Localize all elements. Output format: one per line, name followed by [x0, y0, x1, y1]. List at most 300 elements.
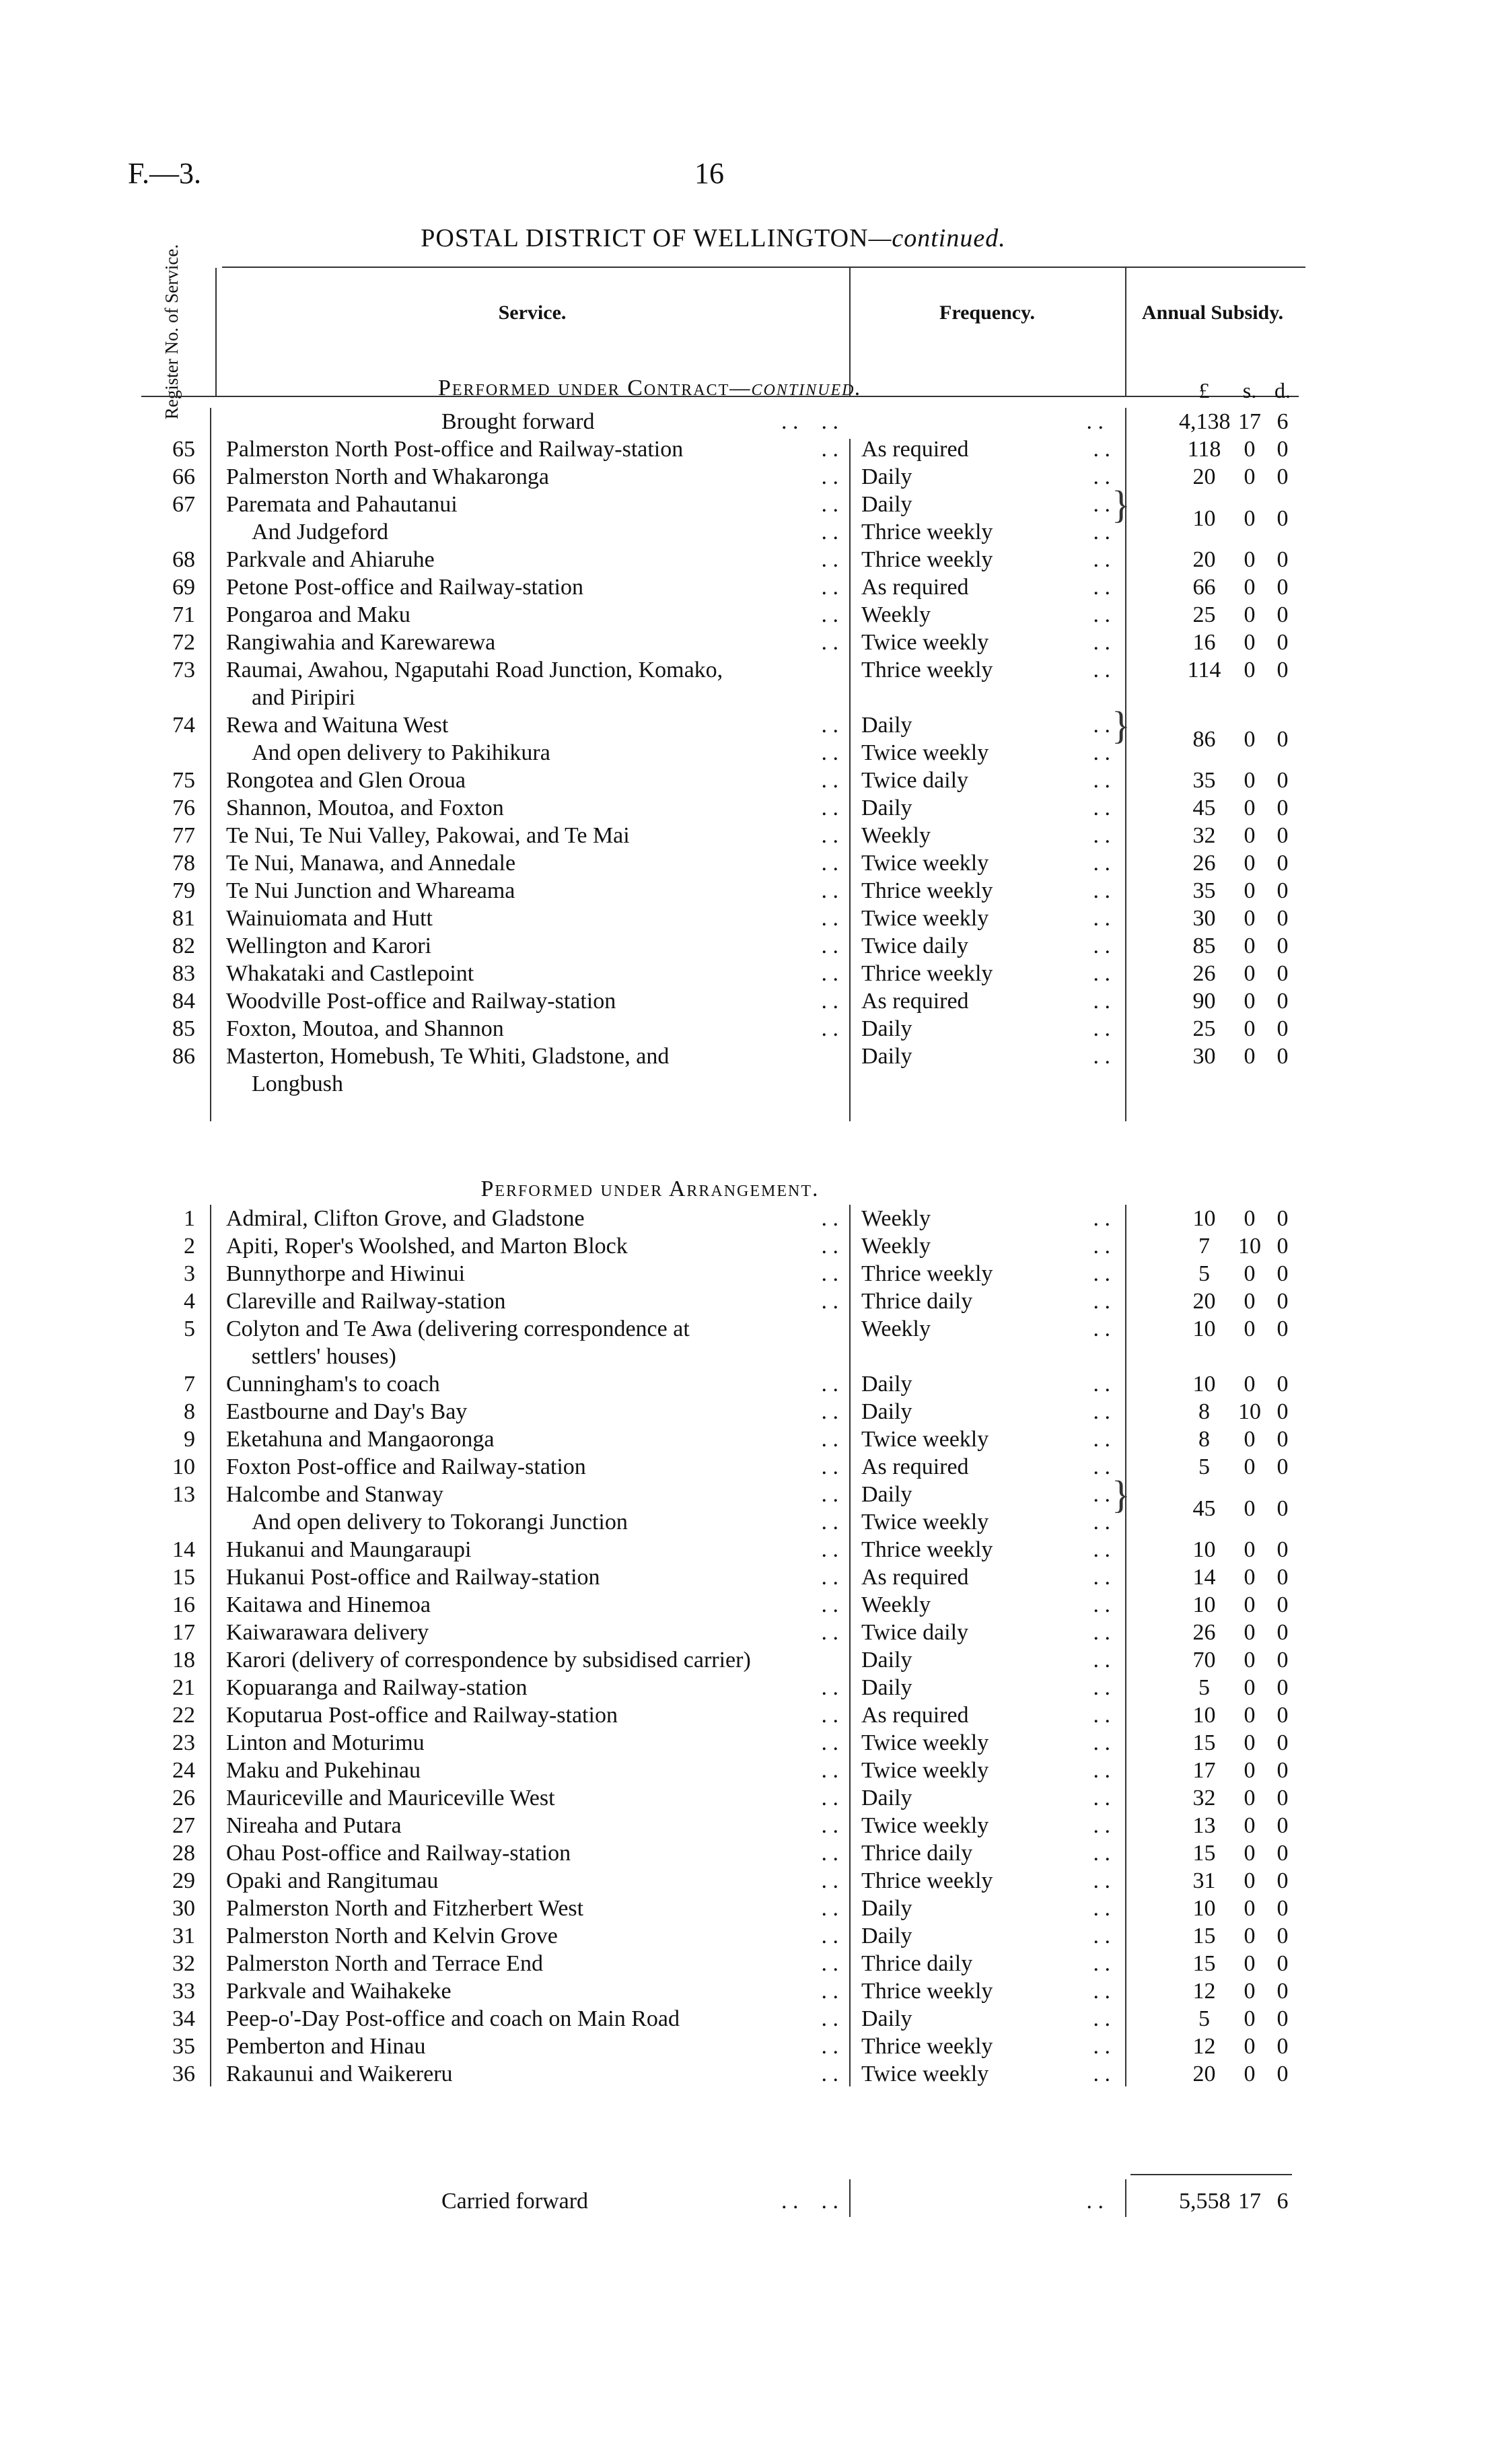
- leader-dots: . .: [821, 934, 838, 958]
- header-rule-3: [1125, 268, 1126, 396]
- service-name: Halcombe and Stanway: [226, 1482, 443, 1507]
- body-rule-4: [210, 1205, 211, 2086]
- service-name: Bunnythorpe and Hiwinui: [226, 1261, 466, 1286]
- leader-dots: . .: [1093, 1924, 1110, 1948]
- register-number: 9: [184, 1427, 195, 1452]
- subsidy-pence: 0: [1277, 1399, 1289, 1424]
- service-name: Palmerston North Post-office and Railway-station: [226, 437, 684, 462]
- leader-dots: . .: [821, 1372, 838, 1397]
- subsidy-pence: 0: [1277, 961, 1289, 986]
- service-name: Parkvale and Ahiaruhe: [226, 547, 435, 572]
- subsidy-pounds: 5: [1198, 2006, 1210, 2031]
- subsidy-shillings: 0: [1244, 1648, 1256, 1673]
- service-name: Maku and Pukehinau: [226, 1758, 421, 1783]
- leader-dots: . .: [821, 1703, 838, 1728]
- leader-dots: . .: [821, 2062, 838, 2086]
- total-rule: [1130, 2174, 1292, 2175]
- leader-dots: . .: [821, 1427, 838, 1452]
- subsidy-pounds: 45: [1192, 796, 1216, 820]
- subsidy-pounds: 114: [1187, 658, 1221, 682]
- leader-dots: . .: [821, 1510, 838, 1535]
- frequency: Daily: [861, 1399, 912, 1424]
- service-name: Palmerston North and Whakaronga: [226, 464, 549, 489]
- frequency-second: Thrice weekly: [861, 520, 993, 544]
- register-number: 31: [172, 1924, 195, 1948]
- subsidy-pounds: 10: [1192, 1206, 1216, 1231]
- leader-dots: . .: [821, 989, 838, 1014]
- register-number: 17: [172, 1620, 195, 1645]
- service-name: Linton and Moturimu: [226, 1730, 425, 1755]
- section-contract-heading: [226, 376, 1074, 401]
- leader-dots: . .: [821, 961, 838, 986]
- frequency: As required: [861, 575, 969, 600]
- subsidy-pounds: 10: [1192, 1372, 1216, 1397]
- register-number: 21: [172, 1675, 195, 1700]
- subsidy-pence: 0: [1277, 1592, 1289, 1617]
- subsidy-shillings: 0: [1244, 2062, 1256, 2086]
- subsidy-pence: 0: [1277, 1813, 1289, 1838]
- frequency: Daily: [861, 1786, 912, 1810]
- leader-dots: . .: [821, 906, 838, 931]
- subsidy-pounds: 15: [1192, 1841, 1216, 1866]
- register-number: 5: [184, 1316, 195, 1341]
- title-main: POSTAL DISTRICT OF WELLINGTON: [421, 224, 869, 252]
- subsidy-pence: 0: [1277, 437, 1289, 462]
- register-number: 1: [184, 1206, 195, 1231]
- frequency: Weekly: [861, 1316, 931, 1341]
- leader-dots: . .: [821, 1924, 838, 1948]
- register-number: 83: [172, 961, 195, 986]
- register-number: 68: [172, 547, 195, 572]
- register-number: 67: [172, 492, 195, 517]
- subsidy-shillings: 0: [1244, 1261, 1256, 1286]
- frequency-column-header: Frequency.: [939, 302, 1035, 324]
- subsidy-pence: 0: [1277, 727, 1289, 752]
- service-name: Pongaroa and Maku: [226, 602, 410, 627]
- frequency: Twice daily: [861, 934, 969, 958]
- subsidy-pence: 0: [1277, 1454, 1289, 1479]
- leader-dots: . .: [821, 1537, 838, 1562]
- subsidy-shillings: 0: [1244, 506, 1256, 531]
- frequency: Thrice daily: [861, 1951, 973, 1976]
- leader-dots: . .: [1093, 1730, 1110, 1755]
- subsidy-pence: 0: [1277, 934, 1289, 958]
- leader-dots: . .: [821, 1786, 838, 1810]
- subsidy-shillings: 10: [1238, 1399, 1261, 1424]
- subsidy-pence: 0: [1277, 1234, 1289, 1259]
- leader-dots: . .: [1093, 1703, 1110, 1728]
- subsidy-pence: 0: [1277, 1786, 1289, 1810]
- register-number: 86: [172, 1044, 195, 1069]
- frequency: Weekly: [861, 1234, 931, 1259]
- service-name: Colyton and Te Awa (delivering correspondence at: [226, 1316, 690, 1341]
- service-column-header: Service.: [498, 302, 567, 324]
- leader-dots: . . . .: [781, 2189, 838, 2214]
- shillings-unit: s.: [1242, 378, 1257, 402]
- leader-dots: . .: [821, 602, 838, 627]
- leader-dots: . .: [821, 1482, 838, 1507]
- subsidy-shillings: 0: [1244, 989, 1256, 1014]
- register-number: 33: [172, 1979, 195, 2004]
- subsidy-pounds: 32: [1192, 1786, 1216, 1810]
- subsidy-pounds: 10: [1192, 1537, 1216, 1562]
- leader-dots: . .: [1093, 740, 1110, 765]
- frequency: Weekly: [861, 823, 931, 848]
- leader-dots: . .: [1093, 464, 1110, 489]
- leader-dots: . .: [821, 1592, 838, 1617]
- register-number: 76: [172, 796, 195, 820]
- leader-dots: . .: [821, 1813, 838, 1838]
- subsidy-pence: 0: [1277, 506, 1289, 531]
- subsidy-shillings: 0: [1244, 1592, 1256, 1617]
- subsidy-pence: 0: [1277, 1289, 1289, 1314]
- leader-dots: . .: [821, 1730, 838, 1755]
- leader-dots: . .: [1093, 768, 1110, 793]
- register-number: 18: [172, 1648, 195, 1673]
- frequency: Daily: [861, 1924, 912, 1948]
- leader-dots: . .: [821, 1758, 838, 1783]
- subsidy-pounds: 25: [1192, 602, 1216, 627]
- service-name: Clareville and Railway-station: [226, 1289, 506, 1314]
- frequency: As required: [861, 1565, 969, 1590]
- subsidy-shillings: 0: [1244, 1044, 1256, 1069]
- table-top-rule: [222, 267, 1305, 268]
- subsidy-pence: 0: [1277, 1206, 1289, 1231]
- title-continued: —continued.: [868, 224, 1006, 252]
- subsidy-shillings: 0: [1244, 934, 1256, 958]
- leader-dots: . .: [1093, 1620, 1110, 1645]
- leader-dots: . .: [1093, 1868, 1110, 1893]
- frequency: Daily: [861, 492, 912, 517]
- frequency: Daily: [861, 1482, 912, 1507]
- leader-dots: . .: [1093, 934, 1110, 958]
- frequency: Thrice daily: [861, 1841, 973, 1866]
- leader-dots: . .: [821, 1454, 838, 1479]
- leader-dots: . .: [1093, 1044, 1110, 1069]
- service-name: Petone Post-office and Railway-station: [226, 575, 583, 600]
- pence-unit: d.: [1274, 378, 1291, 402]
- frequency: Weekly: [861, 1592, 931, 1617]
- subsidy-shillings: 0: [1244, 658, 1256, 682]
- subsidy-pounds: 32: [1192, 823, 1216, 848]
- frequency: Thrice weekly: [861, 878, 993, 903]
- register-number: 8: [184, 1399, 195, 1424]
- leader-dots: . .: [1093, 1979, 1110, 2004]
- carried-forward-label: Carried forward: [441, 2189, 589, 2214]
- subsidy-pounds: 8: [1198, 1399, 1210, 1424]
- subsidy-shillings: 0: [1244, 1703, 1256, 1728]
- subsidy-pence: 0: [1277, 1496, 1289, 1521]
- document-reference: F.—3.: [128, 157, 201, 190]
- subsidy-pence: 0: [1277, 989, 1289, 1014]
- leader-dots: . .: [1093, 961, 1110, 986]
- subsidy-shillings: 0: [1244, 823, 1256, 848]
- frequency: As required: [861, 1703, 969, 1728]
- subsidy-shillings: 0: [1244, 906, 1256, 931]
- subsidy-pounds: 30: [1192, 1044, 1216, 1069]
- service-name: Rewa and Waituna West: [226, 713, 449, 738]
- service-name: Palmerston North and Fitzherbert West: [226, 1896, 584, 1921]
- subsidy-shillings: 0: [1244, 1289, 1256, 1314]
- frequency: As required: [861, 1454, 969, 1479]
- subsidy-pence: 0: [1277, 2034, 1289, 2059]
- leader-dots: . .: [821, 823, 838, 848]
- leader-dots: . .: [1093, 1372, 1110, 1397]
- frequency: As required: [861, 437, 969, 462]
- frequency: Thrice weekly: [861, 961, 993, 986]
- leader-dots: . .: [1093, 1427, 1110, 1452]
- register-number: 26: [172, 1786, 195, 1810]
- subsidy-pounds: 70: [1192, 1648, 1216, 1673]
- footer-rule-2: [1125, 2179, 1126, 2217]
- subsidy-shillings: 0: [1244, 1758, 1256, 1783]
- leader-dots: . .: [821, 1951, 838, 1976]
- subsidy-pounds: 20: [1192, 1289, 1216, 1314]
- subsidy-pounds: 17: [1192, 1758, 1216, 1783]
- leader-dots: . .: [1093, 1234, 1110, 1259]
- register-header-text: Register No. of Service.: [161, 244, 182, 420]
- register-number: 13: [172, 1482, 195, 1507]
- subsidy-shillings: 0: [1244, 1454, 1256, 1479]
- subsidy-pounds: 5: [1198, 1675, 1210, 1700]
- register-number: 22: [172, 1703, 195, 1728]
- frequency: Twice weekly: [861, 630, 989, 655]
- subsidy-shillings: 10: [1238, 1234, 1261, 1259]
- subsidy-pounds: 5: [1198, 1261, 1210, 1286]
- leader-dots: . .: [821, 630, 838, 655]
- subsidy-shillings: 0: [1244, 547, 1256, 572]
- subsidy-shillings: 0: [1244, 575, 1256, 600]
- subsidy-pounds: 20: [1192, 2062, 1216, 2086]
- subsidy-pounds: 12: [1192, 1979, 1216, 2004]
- service-name: Wellington and Karori: [226, 934, 432, 958]
- subsidy-pence: 0: [1277, 1924, 1289, 1948]
- subsidy-pounds: 90: [1192, 989, 1216, 1014]
- leader-dots: . .: [1093, 1841, 1110, 1866]
- subsidy-pounds: 15: [1192, 1924, 1216, 1948]
- subsidy-pounds: 10: [1192, 1896, 1216, 1921]
- subsidy-pence: 0: [1277, 1703, 1289, 1728]
- leader-dots: . .: [1093, 989, 1110, 1014]
- brought-forward-shillings: 17: [1238, 409, 1261, 434]
- subsidy-shillings: 0: [1244, 630, 1256, 655]
- register-number: 14: [172, 1537, 195, 1562]
- brought-forward-pence: 6: [1277, 409, 1289, 434]
- frequency: Daily: [861, 1675, 912, 1700]
- subsidy-column-header: Annual Subsidy.: [1141, 302, 1284, 324]
- subsidy-shillings: 0: [1244, 1206, 1256, 1231]
- register-number: 82: [172, 934, 195, 958]
- register-number: 34: [172, 2006, 195, 2031]
- subsidy-shillings: 0: [1244, 1496, 1256, 1521]
- leader-dots: . .: [821, 1675, 838, 1700]
- subsidy-shillings: 0: [1244, 796, 1256, 820]
- subsidy-pounds: 10: [1192, 1316, 1216, 1341]
- body-rule-1: [210, 408, 211, 1121]
- frequency: Twice weekly: [861, 906, 989, 931]
- brace-icon: }: [1112, 703, 1130, 747]
- subsidy-pence: 0: [1277, 906, 1289, 931]
- subsidy-pence: 0: [1277, 1675, 1289, 1700]
- body-rule-6: [1125, 1205, 1126, 2086]
- register-number: 32: [172, 1951, 195, 1976]
- subsidy-pence: 0: [1277, 658, 1289, 682]
- leader-dots: . .: [821, 713, 838, 738]
- leader-dots: . .: [821, 1016, 838, 1041]
- subsidy-pounds: 20: [1192, 464, 1216, 489]
- register-number: 71: [172, 602, 195, 627]
- subsidy-pounds: 26: [1192, 1620, 1216, 1645]
- subsidy-pence: 0: [1277, 1730, 1289, 1755]
- leader-dots: . .: [821, 1979, 838, 2004]
- subsidy-pence: 0: [1277, 768, 1289, 793]
- carried-forward-shillings: 17: [1238, 2189, 1261, 2214]
- service-name: Rongotea and Glen Oroua: [226, 768, 466, 793]
- subsidy-shillings: 0: [1244, 1979, 1256, 2004]
- subsidy-pounds: 10: [1192, 1703, 1216, 1728]
- frequency: Thrice weekly: [861, 1868, 993, 1893]
- register-number: 81: [172, 906, 195, 931]
- subsidy-pounds: 7: [1198, 1234, 1210, 1259]
- service-name: Hukanui and Maungaraupi: [226, 1537, 472, 1562]
- frequency: Weekly: [861, 1206, 931, 1231]
- service-name: Foxton, Moutoa, and Shannon: [226, 1016, 504, 1041]
- service-name: Rakaunui and Waikereru: [226, 2062, 453, 2086]
- subsidy-shillings: 0: [1244, 1537, 1256, 1562]
- leader-dots: . .: [1093, 1786, 1110, 1810]
- frequency: Daily: [861, 1372, 912, 1397]
- subsidy-shillings: 0: [1244, 464, 1256, 489]
- register-number: 35: [172, 2034, 195, 2059]
- subsidy-pounds: 45: [1192, 1496, 1216, 1521]
- body-rule-3: [1125, 408, 1126, 1121]
- subsidy-pence: 0: [1277, 547, 1289, 572]
- subsidy-pounds: 15: [1192, 1951, 1216, 1976]
- leader-dots: . .: [1093, 1261, 1110, 1286]
- subsidy-pence: 0: [1277, 1565, 1289, 1590]
- frequency: Thrice weekly: [861, 1261, 993, 1286]
- subsidy-shillings: 0: [1244, 1565, 1256, 1590]
- register-number: 79: [172, 878, 195, 903]
- service-name: Pemberton and Hinau: [226, 2034, 426, 2059]
- leader-dots: . .: [1093, 492, 1110, 517]
- subsidy-pence: 0: [1277, 1979, 1289, 2004]
- register-number: 2: [184, 1234, 195, 1259]
- service-name: Apiti, Roper's Woolshed, and Marton Block: [226, 1234, 628, 1259]
- frequency: Daily: [861, 464, 912, 489]
- leader-dots: . .: [1093, 2062, 1110, 2086]
- service-name-continuation: And open delivery to Pakihikura: [252, 740, 550, 765]
- frequency: Daily: [861, 1896, 912, 1921]
- subsidy-pounds: 118: [1187, 437, 1221, 462]
- leader-dots: . .: [821, 1868, 838, 1893]
- register-number: 28: [172, 1841, 195, 1866]
- leader-dots: . .: [821, 547, 838, 572]
- frequency: Twice weekly: [861, 2062, 989, 2086]
- service-name: Te Nui, Te Nui Valley, Pakowai, and Te Mai: [226, 823, 630, 848]
- subsidy-shillings: 0: [1244, 1813, 1256, 1838]
- subsidy-shillings: 0: [1244, 1896, 1256, 1921]
- section-contract-title: Performed under Contract: [437, 376, 730, 400]
- leader-dots: . .: [1093, 437, 1110, 462]
- subsidy-pence: 0: [1277, 1868, 1289, 1893]
- leader-dots: . .: [821, 1261, 838, 1286]
- leader-dots: . .: [1093, 575, 1110, 600]
- subsidy-shillings: 0: [1244, 437, 1256, 462]
- register-number: 4: [184, 1289, 195, 1314]
- section-contract-continued: —continued.: [729, 376, 863, 400]
- leader-dots: . .: [1093, 713, 1110, 738]
- service-name: Whakataki and Castlepoint: [226, 961, 474, 986]
- register-number: 66: [172, 464, 195, 489]
- frequency: Thrice weekly: [861, 547, 993, 572]
- subsidy-pounds: 66: [1192, 575, 1216, 600]
- leader-dots: . .: [1093, 602, 1110, 627]
- subsidy-shillings: 0: [1244, 1427, 1256, 1452]
- service-name: Hukanui Post-office and Railway-station: [226, 1565, 600, 1590]
- leader-dots: . .: [1093, 1016, 1110, 1041]
- leader-dots: . .: [821, 740, 838, 765]
- register-column-header: [128, 244, 215, 420]
- register-number: 74: [172, 713, 195, 738]
- leader-dots: . .: [1093, 1813, 1110, 1838]
- leader-dots: . .: [821, 464, 838, 489]
- service-name-continuation: settlers' houses): [252, 1344, 396, 1369]
- subsidy-pence: 0: [1277, 1896, 1289, 1921]
- service-name: Foxton Post-office and Railway-station: [226, 1454, 586, 1479]
- service-name: Parkvale and Waihakeke: [226, 1979, 452, 2004]
- service-name: Koputarua Post-office and Railway-station: [226, 1703, 618, 1728]
- subsidy-pence: 0: [1277, 1758, 1289, 1783]
- service-name: Kaitawa and Hinemoa: [226, 1592, 431, 1617]
- register-number: 84: [172, 989, 195, 1014]
- subsidy-pence: 0: [1277, 851, 1289, 876]
- subsidy-shillings: 0: [1244, 851, 1256, 876]
- service-name: Opaki and Rangitumau: [226, 1868, 439, 1893]
- leader-dots: . .: [821, 878, 838, 903]
- subsidy-pounds: 16: [1192, 630, 1216, 655]
- subsidy-pounds: 15: [1192, 1730, 1216, 1755]
- leader-dots: . .: [1093, 1951, 1110, 1976]
- subsidy-pence: 0: [1277, 630, 1289, 655]
- frequency: Twice weekly: [861, 1758, 989, 1783]
- service-name-continuation: And open delivery to Tokorangi Junction: [252, 1510, 628, 1535]
- leader-dots: . .: [1093, 906, 1110, 931]
- service-name: Admiral, Clifton Grove, and Gladstone: [226, 1206, 585, 1231]
- service-name-continuation: and Piripiri: [252, 685, 355, 710]
- leader-dots: . .: [821, 768, 838, 793]
- leader-dots: . .: [1093, 796, 1110, 820]
- leader-dots: . .: [1093, 2006, 1110, 2031]
- subsidy-shillings: 0: [1244, 727, 1256, 752]
- leader-dots: . .: [821, 520, 838, 544]
- subsidy-pence: 0: [1277, 575, 1289, 600]
- frequency: Daily: [861, 1044, 912, 1069]
- register-number: 3: [184, 1261, 195, 1286]
- subsidy-pounds: 5: [1198, 1454, 1210, 1479]
- service-name: Nireaha and Putara: [226, 1813, 402, 1838]
- service-name: Palmerston North and Kelvin Grove: [226, 1924, 558, 1948]
- service-name: Shannon, Moutoa, and Foxton: [226, 796, 504, 820]
- register-number: 30: [172, 1896, 195, 1921]
- frequency: Thrice weekly: [861, 1537, 993, 1562]
- subsidy-shillings: 0: [1244, 1372, 1256, 1397]
- leader-dots: . .: [1093, 823, 1110, 848]
- leader-dots: . .: [821, 2006, 838, 2031]
- subsidy-pounds: 25: [1192, 1016, 1216, 1041]
- subsidy-pounds: 10: [1192, 506, 1216, 531]
- service-name: Cunningham's to coach: [226, 1372, 440, 1397]
